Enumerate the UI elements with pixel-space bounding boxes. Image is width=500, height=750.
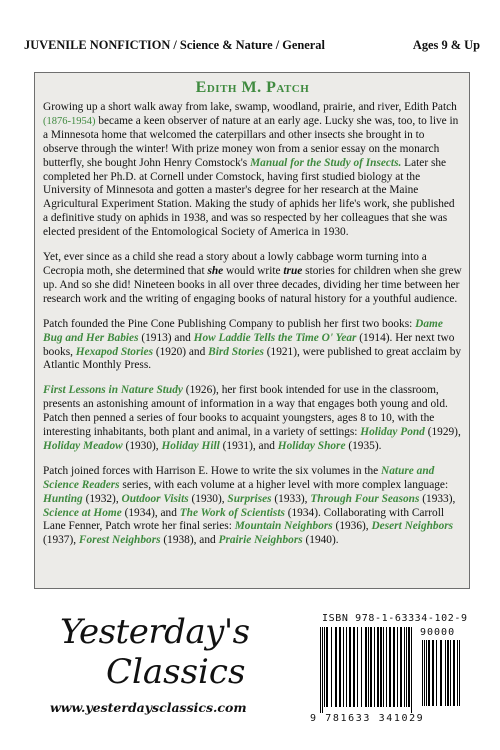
text: (1931), and bbox=[219, 439, 278, 452]
text: (1938), and bbox=[160, 534, 219, 547]
book-title: Dame Bug and Her Babies bbox=[43, 317, 443, 344]
series-title: Nature and Science Readers bbox=[43, 464, 435, 491]
ean-number: 9 781633 341029 bbox=[310, 713, 425, 724]
book-title: Holiday Hill bbox=[161, 439, 220, 452]
emphasis: true bbox=[283, 264, 303, 277]
book-title: Hexapod Stories bbox=[75, 345, 153, 358]
category-header bbox=[24, 38, 480, 53]
book-title: Surprises bbox=[227, 492, 272, 505]
category-text: JUVENILE NONFICTION / Science & Nature / General bbox=[24, 38, 325, 52]
barcode-bar bbox=[324, 627, 325, 707]
text: (1933), bbox=[419, 492, 456, 505]
text: Later she completed her Ph.D. at Cornell under Comstock, having first studied biology at the University of Minnesota and gotten a master's degree for her research at the Maine Agricultural Experiment Station. Making the study of aphids her life's work, she published a definitive study on aphids in 1938, and was so respected by her colleagues that she was elected president of the Entomological Society of America in 1930. bbox=[43, 156, 455, 239]
bio-paragraph-1 bbox=[43, 101, 462, 240]
logo-line-1: Yesterday's bbox=[60, 612, 250, 652]
life-dates: (1876-1954) bbox=[43, 115, 96, 127]
book-title: Hunting bbox=[43, 492, 83, 505]
barcode-bar bbox=[422, 640, 423, 706]
barcode-bar bbox=[386, 627, 387, 707]
barcode-bar bbox=[453, 640, 455, 706]
text: (1932), bbox=[82, 492, 122, 505]
bio-paragraph-4 bbox=[43, 384, 462, 454]
publisher-url[interactable]: www.yesterdaysclassics.com bbox=[50, 700, 247, 715]
barcode-bar bbox=[408, 627, 410, 707]
barcode-bar bbox=[326, 627, 328, 707]
barcode-bar bbox=[349, 627, 351, 707]
barcode-bar bbox=[361, 627, 362, 707]
barcode-bar bbox=[320, 627, 321, 713]
barcode-bar bbox=[450, 640, 451, 706]
barcode-bar bbox=[447, 640, 449, 706]
barcode-bar bbox=[331, 627, 332, 707]
barcode-bar bbox=[457, 640, 458, 706]
book-title: Prairie Neighbors bbox=[218, 534, 303, 547]
publisher-logo bbox=[60, 612, 250, 692]
book-title: Science at Home bbox=[43, 506, 122, 519]
barcode-bar bbox=[335, 627, 337, 707]
barcode-bar bbox=[400, 627, 402, 707]
text: (1937), bbox=[43, 534, 79, 547]
barcode-bar bbox=[370, 627, 372, 707]
barcode-bar bbox=[383, 627, 384, 707]
book-title: Bird Stories bbox=[208, 345, 264, 358]
barcode-bar bbox=[389, 627, 391, 707]
barcode-bar bbox=[459, 640, 460, 706]
addon-number: 90000 bbox=[420, 627, 456, 638]
barcode-bar bbox=[368, 627, 369, 707]
book-title: Desert Neighbors bbox=[371, 520, 454, 533]
barcode-bar bbox=[357, 627, 358, 707]
barcode-bar bbox=[380, 627, 382, 707]
book-title: How Laddie Tells the Time O' Year bbox=[193, 331, 357, 344]
barcode-bar bbox=[365, 627, 367, 707]
isbn-label: ISBN 978-1-63334-102-9 bbox=[322, 613, 468, 624]
barcode-bar bbox=[346, 627, 347, 707]
text: (1913) and bbox=[138, 331, 194, 344]
barcode-bar bbox=[436, 640, 437, 706]
barcode-bar bbox=[411, 627, 412, 713]
text: would write bbox=[223, 264, 284, 277]
text: (1929), bbox=[424, 426, 461, 439]
barcode-bar bbox=[424, 640, 425, 706]
text: became a keen observer of nature at an early age. Lucky she was, too, to live in a Minnesota home that welcomed the caterpillars and other insects she brought in to observe through the winter! With prize money won from a senior essay on the monarch butterfly, she bought John Henry Comstock's bbox=[43, 114, 459, 169]
text: Yet, ever since as a child she read a story about a lowly cabbage worm turning into a Cecropia moth, she determined that bbox=[43, 251, 427, 277]
book-title: Through Four Seasons bbox=[310, 492, 420, 505]
book-title: Manual for the Study of Insects. bbox=[250, 156, 402, 169]
barcode-bar bbox=[374, 627, 375, 707]
text: (1930), bbox=[122, 439, 162, 452]
bio-paragraph-3 bbox=[43, 318, 462, 374]
barcode-bar bbox=[426, 640, 427, 706]
barcode-bar bbox=[343, 627, 344, 707]
barcode-bar bbox=[406, 627, 407, 707]
barcode-bar bbox=[397, 627, 398, 707]
bio-paragraph-5 bbox=[43, 465, 462, 548]
book-title: First Lessons in Nature Study bbox=[43, 384, 183, 397]
text: Growing up a short walk away from lake, swamp, woodland, prairie, and river, Edith Patch bbox=[43, 101, 457, 113]
barcode bbox=[304, 613, 480, 725]
logo-line-2: Classics bbox=[106, 652, 246, 692]
barcode-bar bbox=[393, 627, 395, 707]
book-title: Forest Neighbors bbox=[78, 534, 161, 547]
text: Patch founded the Pine Cone Publishing Company to publish her first two books: bbox=[43, 317, 416, 330]
barcode-bar bbox=[377, 627, 379, 707]
text: (1940). bbox=[302, 534, 339, 547]
barcode-bar bbox=[404, 627, 405, 707]
text: (1921), were published to great acclaim by Atlantic Monthly Press. bbox=[43, 345, 462, 372]
author-name-title: Edith M. Patch bbox=[195, 79, 310, 96]
barcode-bar bbox=[353, 627, 355, 707]
book-title: Holiday Meadow bbox=[43, 439, 123, 452]
book-title: The Work of Scientists bbox=[179, 506, 285, 519]
text: (1936), bbox=[332, 520, 372, 533]
barcode-bar bbox=[322, 627, 323, 713]
book-title: Outdoor Visits bbox=[121, 492, 189, 505]
bio-paragraph-2 bbox=[43, 251, 462, 307]
barcode-bar bbox=[445, 640, 446, 706]
text: (1920) and bbox=[152, 345, 209, 358]
addon-barcode-bars bbox=[420, 640, 474, 710]
barcode-bar bbox=[339, 627, 341, 707]
text: (1933), bbox=[271, 492, 311, 505]
book-title: Mountain Neighbors bbox=[234, 520, 333, 533]
barcode-bar bbox=[432, 640, 434, 706]
book-title: Holiday Pond bbox=[360, 426, 425, 439]
book-title: Holiday Shore bbox=[277, 439, 346, 452]
barcode-bar bbox=[440, 640, 442, 706]
age-range: Ages 9 & Up bbox=[412, 38, 480, 52]
ean-barcode-bars bbox=[318, 627, 418, 715]
emphasis: she bbox=[207, 264, 224, 277]
text: (1935). bbox=[345, 439, 382, 452]
text: Patch joined forces with Harrison E. Howe to write the six volumes in the bbox=[43, 464, 382, 477]
text: stories for children when she grew up. And so she did! Nineteen books in all over three decades, dividing her time between her research work and the writing of engaging books of natural history for a youthful audience. bbox=[43, 264, 462, 305]
text: (1930), bbox=[188, 492, 228, 505]
text: series, with each volume at a higher level with more complex language: bbox=[119, 478, 449, 491]
text: (1934). Collaborating with Carroll Lane Fenner, Patch wrote her final series: bbox=[43, 506, 444, 533]
text: (1926), her first book intended for use in the classroom, presents an astonishing amount of information in a way that engages both young and old. Patch then penned a series of four books to acquaint youngsters, ages 8 to 10, with the interesting inhabitants, both plant and animal, in a variety of settings: bbox=[43, 384, 448, 439]
barcode-bar bbox=[428, 640, 430, 706]
text: (1934), and bbox=[121, 506, 180, 519]
text: (1914). Her next two books, bbox=[43, 331, 455, 358]
author-bio-panel bbox=[34, 72, 470, 589]
